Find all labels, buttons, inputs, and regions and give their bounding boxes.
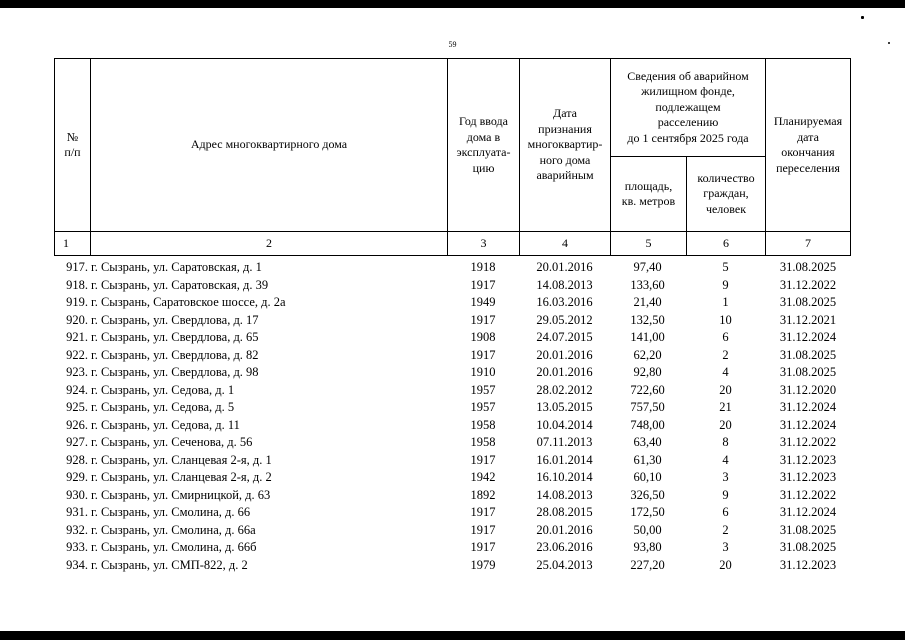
row-planned-date: 31.12.2023 — [779, 470, 837, 484]
row-people: 6 — [722, 505, 729, 519]
row-number: 934. — [66, 557, 88, 572]
table-row — [54, 434, 851, 452]
row-year: 1917 — [470, 277, 496, 292]
header-year: Год ввода дома в эксплуата- цию — [447, 58, 519, 231]
table-row — [54, 504, 851, 522]
row-recognition-date: 16.03.2016 — [536, 295, 593, 309]
row-year: 1942 — [470, 470, 496, 484]
row-planned-date: 31.08.2025 — [779, 347, 837, 362]
row-people: 4 — [722, 365, 729, 379]
colnum-3: 3 — [447, 231, 519, 256]
row-number: 924. — [66, 382, 88, 397]
scan-border-bottom — [0, 631, 905, 640]
row-number: 929. — [66, 470, 88, 484]
row-year: 1917 — [470, 505, 496, 519]
row-people: 8 — [722, 435, 729, 449]
header-people: количество граждан, человек — [686, 156, 765, 231]
header-recognition-date: Дата признания многоквартир- ного дома аварийным — [519, 58, 610, 231]
row-recognition-date: 16.01.2014 — [536, 452, 593, 467]
row-recognition-date: 16.10.2014 — [536, 470, 593, 484]
row-people: 20 — [719, 417, 732, 432]
table-row — [54, 294, 851, 312]
table-row — [54, 382, 851, 400]
row-number: 920. — [66, 312, 88, 327]
row-area: 97,40 — [633, 260, 662, 274]
row-planned-date: 31.12.2024 — [779, 417, 837, 432]
table-row — [54, 487, 851, 505]
table-row — [54, 452, 851, 470]
row-year: 1958 — [470, 417, 496, 432]
row-people: 2 — [722, 347, 729, 362]
row-planned-date: 31.12.2023 — [779, 452, 837, 467]
row-address: г. Сызрань, ул. Свердлова, д. 98 — [91, 365, 259, 379]
row-planned-date: 31.08.2025 — [779, 540, 837, 554]
row-number: 917. — [66, 260, 88, 274]
row-area: 61,30 — [633, 452, 662, 467]
table-row — [54, 277, 851, 295]
row-number: 927. — [66, 435, 88, 449]
row-planned-date: 31.12.2024 — [779, 330, 837, 344]
row-number: 933. — [66, 540, 88, 554]
row-year: 1958 — [470, 435, 496, 449]
row-planned-date: 31.08.2025 — [779, 365, 837, 379]
row-planned-date: 31.12.2022 — [779, 277, 837, 292]
row-planned-date: 31.12.2024 — [779, 400, 837, 414]
row-people: 2 — [722, 522, 729, 537]
row-address: г. Сызрань, ул. Смолина, д. 66б — [91, 540, 257, 554]
row-year: 1949 — [470, 295, 496, 309]
row-planned-date: 31.12.2022 — [779, 435, 837, 449]
colnum-4: 4 — [519, 231, 610, 256]
row-recognition-date: 20.01.2016 — [536, 347, 593, 362]
row-number: 923. — [66, 365, 88, 379]
row-area: 92,80 — [633, 365, 662, 379]
header-emergency-fund: Сведения об аварийном жилищном фонде, подлежащем расселению до 1 сентября 2025 года — [610, 58, 765, 156]
row-recognition-date: 20.01.2016 — [536, 365, 593, 379]
row-recognition-date: 20.01.2016 — [536, 260, 593, 274]
row-area: 93,80 — [633, 540, 662, 554]
colnum-2: 2 — [90, 231, 447, 256]
row-recognition-date: 20.01.2016 — [536, 522, 593, 537]
row-area: 133,60 — [630, 277, 665, 292]
row-address: г. Сызрань, ул. Смирницкой, д. 63 — [91, 487, 271, 502]
row-planned-date: 31.12.2024 — [779, 505, 837, 519]
row-area: 227,20 — [630, 557, 665, 572]
row-planned-date: 31.08.2025 — [779, 295, 837, 309]
row-number: 921. — [66, 330, 88, 344]
row-year: 1910 — [470, 365, 496, 379]
row-area: 132,50 — [630, 312, 665, 327]
row-address: г. Сызрань, ул. Седова, д. 1 — [91, 382, 235, 397]
table-row — [54, 539, 851, 557]
row-area: 326,50 — [630, 487, 665, 502]
table-row — [54, 522, 851, 540]
table-row — [54, 347, 851, 365]
row-recognition-date: 28.08.2015 — [536, 505, 593, 519]
row-address: г. Сызрань, ул. Седова, д. 11 — [91, 417, 240, 432]
row-address: г. Сызрань, ул. Свердлова, д. 17 — [91, 312, 259, 327]
table-row — [54, 417, 851, 435]
row-year: 1892 — [470, 487, 496, 502]
header-address: Адрес многоквартирного дома — [90, 58, 447, 231]
table-row — [54, 259, 851, 277]
row-address: г. Сызрань, ул. Саратовская, д. 39 — [91, 277, 269, 292]
scan-speck — [861, 16, 864, 19]
row-people: 10 — [719, 312, 732, 327]
row-number: 928. — [66, 452, 88, 467]
row-address: г. Сызрань, ул. СМП-822, д. 2 — [91, 557, 248, 572]
colnum-5: 5 — [610, 231, 686, 256]
row-number: 925. — [66, 400, 88, 414]
row-address: г. Сызрань, ул. Седова, д. 5 — [91, 400, 235, 414]
row-area: 63,40 — [633, 435, 662, 449]
row-recognition-date: 14.08.2013 — [536, 277, 593, 292]
row-number: 930. — [66, 487, 88, 502]
row-year: 1917 — [470, 312, 496, 327]
row-people: 1 — [722, 295, 729, 309]
row-people: 5 — [722, 260, 729, 274]
scan-border-top — [0, 0, 905, 8]
row-number: 926. — [66, 417, 88, 432]
table-header — [54, 58, 851, 256]
row-planned-date: 31.12.2022 — [779, 487, 837, 502]
resettlement-table — [54, 58, 851, 572]
row-number: 919. — [66, 295, 88, 309]
table-row — [54, 329, 851, 347]
row-year: 1917 — [470, 347, 496, 362]
row-address: г. Сызрань, ул. Свердлова, д. 65 — [91, 330, 259, 344]
table-row — [54, 312, 851, 330]
row-planned-date: 31.12.2020 — [779, 382, 837, 397]
table-row — [54, 364, 851, 382]
row-recognition-date: 25.04.2013 — [536, 557, 593, 572]
table-row — [54, 399, 851, 417]
colnum-1: 1 — [54, 231, 90, 256]
row-recognition-date: 23.06.2016 — [536, 540, 593, 554]
row-address: г. Сызрань, ул. Смолина, д. 66 — [91, 505, 251, 519]
row-area: 748,00 — [630, 417, 665, 432]
row-area: 50,00 — [633, 522, 662, 537]
row-address: г. Сызрань, ул. Сланцевая 2-я, д. 1 — [91, 452, 272, 467]
row-people: 6 — [722, 330, 729, 344]
row-recognition-date: 07.11.2013 — [536, 435, 593, 449]
row-area: 60,10 — [633, 470, 662, 484]
row-people: 9 — [722, 487, 729, 502]
header-num: № п/п — [54, 58, 90, 231]
row-address: г. Сызрань, ул. Свердлова, д. 82 — [91, 347, 259, 362]
row-recognition-date: 13.05.2015 — [536, 400, 593, 414]
row-address: г. Сызрань, ул. Сеченова, д. 56 — [91, 435, 253, 449]
row-year: 1918 — [470, 260, 496, 274]
row-year: 1917 — [470, 522, 496, 537]
header-planned-date: Планируемая дата окончания переселения — [765, 58, 851, 231]
row-people: 3 — [722, 540, 729, 554]
row-address: г. Сызрань, ул. Смолина, д. 66а — [91, 522, 256, 537]
row-area: 21,40 — [633, 295, 662, 309]
row-year: 1917 — [470, 540, 496, 554]
row-people: 20 — [719, 557, 732, 572]
row-recognition-date: 24.07.2015 — [536, 330, 593, 344]
row-area: 62,20 — [633, 347, 662, 362]
row-planned-date: 31.12.2023 — [779, 557, 837, 572]
row-area: 722,60 — [630, 382, 665, 397]
colnum-6: 6 — [686, 231, 765, 256]
row-year: 1917 — [470, 452, 496, 467]
table-body — [54, 259, 851, 574]
row-number: 922. — [66, 347, 88, 362]
row-year: 1908 — [470, 330, 496, 344]
page-number: 59 — [448, 40, 457, 49]
row-people: 4 — [722, 452, 729, 467]
row-number: 931. — [66, 505, 88, 519]
row-recognition-date: 10.04.2014 — [536, 417, 593, 432]
row-people: 3 — [722, 470, 729, 484]
row-year: 1979 — [470, 557, 496, 572]
table-row — [54, 469, 851, 487]
row-year: 1957 — [470, 400, 496, 414]
row-address: г. Сызрань, Саратовское шоссе, д. 2а — [91, 295, 286, 309]
table-row — [54, 557, 851, 575]
row-people: 20 — [719, 382, 732, 397]
row-number: 932. — [66, 522, 88, 537]
row-planned-date: 31.08.2025 — [779, 260, 837, 274]
row-area: 757,50 — [630, 400, 665, 414]
row-number: 918. — [66, 277, 88, 292]
row-recognition-date: 29.05.2012 — [536, 312, 593, 327]
row-people: 9 — [722, 277, 729, 292]
row-planned-date: 31.12.2021 — [779, 312, 837, 327]
row-recognition-date: 28.02.2012 — [536, 382, 593, 397]
colnum-7: 7 — [765, 231, 851, 256]
row-planned-date: 31.08.2025 — [779, 522, 837, 537]
row-address: г. Сызрань, ул. Сланцевая 2-я, д. 2 — [91, 470, 272, 484]
row-year: 1957 — [470, 382, 496, 397]
row-address: г. Сызрань, ул. Саратовская, д. 1 — [91, 260, 262, 274]
row-recognition-date: 14.08.2013 — [536, 487, 593, 502]
row-people: 21 — [719, 400, 732, 414]
row-area: 141,00 — [630, 330, 665, 344]
header-area: площадь, кв. метров — [610, 156, 686, 231]
row-area: 172,50 — [630, 505, 665, 519]
